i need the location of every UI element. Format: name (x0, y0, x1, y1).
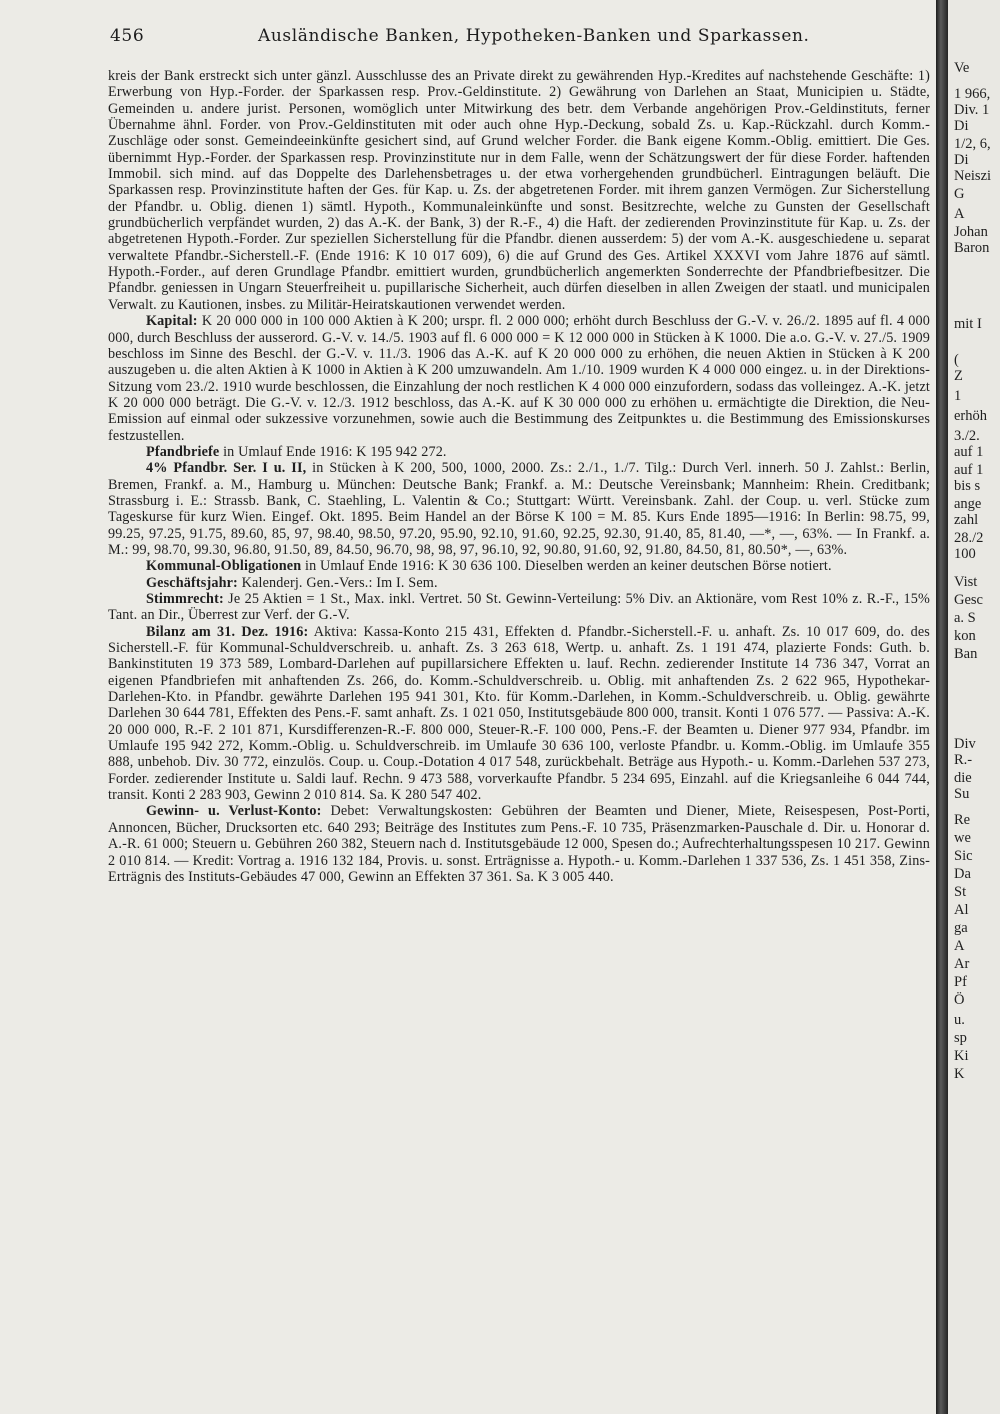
paragraph-label: Pfandbriefe (146, 443, 220, 460)
paragraph-text: in Stücken à K 200, 500, 1000, 2000. Zs.: 2./1., 1./7. Tilg.: Durch Verl. innerh. 50 J. Zahlst.: Berlin, Bremen, Frankf. a. M., Hamburg u. München: Deutsche Bank; Frankf. a. M.: Deutsche Vereinsbank; Mannheim: Rhein. Creditbank; Strassburg i. E.: Strassb. Bank, C. Staehling, L. Valentin & Co.; Stuttgart: Württ. Vereinsbank. Zahl. der Coup. u. verl. Stücke zum Tageskurse für kurz Wien. Eingef. Okt. 1895. Beim Handel an der Börse K 100 = M. 85. Kurs Ende 1895—1916: In Berlin: 98.75, 99, 99.25, 97.25, 91.75, 89.60, 85, 97, 98.40, 98.50, 97.20, 95.90, 92.10, 91.60, 92.25, 92.30, 91.40, 85, 81.40, —*, —, 63%. — In Frankf. a. M.: 99, 98.70, 99.30, 96.80, 91.50, 89, 84.50, 96.70, 98, 98, 97, 96.10, 92, 90.80, 91.60, 92, 91.80, 84.50, 81, 80.50*, —, 63%. (108, 460, 930, 558)
paragraph-geschaeftsjahr (108, 575, 930, 591)
adjacent-page-fragment: Pf (954, 974, 967, 990)
adjacent-page-fragment: Z (954, 368, 963, 384)
paragraph-text: kreis der Bank erstreckt sich unter gänzl. Ausschlusse des an Private direkt zu gewährenden Hyp.-Kredites auf nachstehende Geschäfte: 1) Erwerbung von Hyp.-Forder. der Sparkassen resp. Prov.-Geldinstitute. 2) Gewährung von Darlehen an Staat, Municipien u. Städte, Gemeinden u. andere jurist. Personen, womöglich unter Mitwirkung des betr. dem Verbande angehörigen Prov.-Geldinstituts, ferner Übernahme ähnl. Forder. von Prov.-Geldinstituten mit oder auch ohne Hyp.-Deckung, sobald Zs. u. Kap.-Rückzahl. durch Komm.-Zuschläge oder sonst. Gemeindeeinkünfte gesichert sind, auf Grund welcher Forder. die Bank eigene Komm.-Oblig. emittiert. Die Ges. übernimmt Hyp.-Forder. der Sparkassen resp. Provinzinstitute nur in dem Falle, wenn der Schätzungswert der für diese Forder. haftenden Immobil. sich mind. auf das Doppelte des Darlehensbetrages u. der etwa vorhergehenden grundbücherl. Eintragungen beläuft. Die Sparkassen resp. Provinzinstitute haften der Ges. für Kap. u. Zs. der abgetretenen Forder. mit ihrem ganzen Vermögen. Zur Sicherstellung der Pfandbr. u. Oblig. dienen 1) sämtl. Hypoth., Kommunaleinkünfte und sonst. Besitzrechte, welche zu Gunsten der Gesellschaft grundbücherlich verpfändet wurden, 2) das A.-K. der Bank, 3) der R.-F., 4) die Haft. der zedierenden Provinzinstitute für Kap. u. Zs. der abgetretenen Hypoth.-Forder. Zur speziellen Sicherstellung für die Pfandbr. dienen ausserdem: 5) der vom A.-K. ausgeschiedene u. separat verwaltete Pfandbr.-Sicherstell.-F. (Ende 1916: K 10 017 609), 6) die auf Grund des Ges. Artikel XXXVI vom Jahre 1876 auf sämtl. Hypoth.-Forder., auf deren Grundlage Pfandbr. emittiert wurden, grundbücherlich angemerkten Sonderrechte der Pfandbriefbesitzer. Die Pfandbr. geniessen in Ungarn Steuerfreiheit u. pupillarische Sicherheit, auch dürfen dieselben in allen Zweigen der staatl. und municipalen Verwalt. zu Kautionen, insbes. zu Militär-Heiratskautionen verwendet werden. (108, 68, 930, 313)
adjacent-page-fragment: Div (954, 736, 976, 752)
paragraph-pfandbriefe (108, 444, 930, 460)
adjacent-page-fragment: Vist (954, 574, 978, 590)
page-header (110, 26, 930, 50)
paragraph-stimmrecht (108, 591, 930, 624)
paragraph-text: Je 25 Aktien = 1 St., Max. inkl. Vertret. 50 St. Gewinn-Verteilung: 5% Div. an Aktionäre, vom Rest 10% z. R.-F., 15% Tant. an Dir., Überrest zur Verf. der G.-V. (108, 591, 930, 624)
paragraph-text: Kalenderj. Gen.-Vers.: Im I. Sem. (241, 574, 438, 591)
adjacent-page-fragment: 3./2. (954, 428, 980, 444)
adjacent-page-fragment: R.- (954, 752, 973, 768)
adjacent-page-fragment: Ki (954, 1048, 969, 1064)
paragraph-label: 4% Pfandbr. Ser. I u. II, (146, 460, 307, 477)
adjacent-page-fragment: bis s (954, 478, 981, 494)
adjacent-page-fragment: auf 1 (954, 462, 984, 478)
paragraph-kapital (108, 313, 930, 444)
adjacent-page-fragment: K (954, 1066, 965, 1082)
adjacent-page-fragment: St (954, 884, 967, 900)
paragraph-gewinn-verlust (108, 803, 930, 885)
adjacent-page-fragment: 100 (954, 546, 976, 562)
adjacent-page-fragment: die (954, 770, 972, 786)
adjacent-page-fragment: 1 (954, 388, 962, 404)
adjacent-page-fragment: A (954, 206, 965, 222)
adjacent-page-fragment: Baron (954, 240, 990, 256)
adjacent-page-fragment: Johan (954, 224, 988, 240)
paragraph-text: in Umlauf Ende 1916: K 30 636 100. Dieselben werden an keiner deutschen Börse notiert. (305, 558, 832, 575)
paragraph-bilanz (108, 624, 930, 804)
adjacent-page-fragment: A (954, 938, 965, 954)
adjacent-page-fragment: Div. 1 (954, 102, 990, 118)
book-binding-shadow (936, 0, 948, 1414)
adjacent-page-fragment: Da (954, 866, 971, 882)
adjacent-page-fragment: u. (954, 1012, 965, 1028)
adjacent-page-fragment: erhöh (954, 408, 988, 424)
paragraph-pfandbr-series (108, 460, 930, 558)
adjacent-page-edge (948, 0, 1000, 1414)
paragraph-label: Bilanz am 31. Dez. 1916: (146, 623, 309, 640)
adjacent-page-fragment: Ve (954, 60, 970, 76)
paragraph-text: in Umlauf Ende 1916: K 195 942 272. (223, 443, 447, 460)
adjacent-page-fragment: ange (954, 496, 982, 512)
adjacent-page-fragment: Neiszi (954, 168, 992, 184)
adjacent-page-fragment: Ö (954, 992, 965, 1008)
adjacent-page-fragment: a. S (954, 610, 976, 626)
adjacent-page-fragment: kon (954, 628, 976, 644)
adjacent-page-fragment: Ar (954, 956, 970, 972)
adjacent-page-fragment: Al (954, 902, 969, 918)
adjacent-page-fragment: 1 966, (954, 86, 991, 102)
adjacent-page-fragment: Ban (954, 646, 978, 662)
adjacent-page-fragment: sp (954, 1030, 967, 1046)
paragraph-label: Geschäftsjahr: (146, 574, 238, 591)
paragraph-label: Stimmrecht: (146, 591, 224, 607)
body-text (108, 68, 930, 885)
adjacent-page-fragment: G (954, 186, 965, 202)
adjacent-page-fragment: we (954, 830, 971, 846)
adjacent-page-fragment: 1/2, 6, (954, 136, 991, 152)
paragraph-intro (108, 68, 930, 313)
adjacent-page-fragment: Re (954, 812, 971, 828)
paragraph-text: Debet: Verwaltungskosten: Gebühren der Beamten und Diener, Miete, Reisespesen, Post-Porti, Annoncen, Bücher, Drucksorten etc. 640 293; Beiträge des Institutes zum Pens.-F. 10 735, Präsenzmarken-Pauschale d. Dir. u. Honorar d. A.-R. 61 000; Steuern u. Gebühren 260 382, Steuern nach d. Institutsgebäude 12 000, Spesen do.; Aufrechterhaltungsspesen 10 217. Gewinn 2 010 814. — Kredit: Vortrag a. 1916 132 184, Provis. u. sonst. Erträgnisse a. Hypoth.- u. Komm.-Darlehen 1 337 536, Zs. 1 451 358, Zins-Erträgnis des Instituts-Gebäudes 47 000, Gewinn an Effekten 37 361. Sa. K 3 005 440. (108, 803, 931, 885)
adjacent-page-fragment: 28./2 (954, 530, 984, 546)
paragraph-kommunal-obligationen (108, 558, 930, 574)
page-number: 456 (110, 26, 145, 46)
paragraph-label: Kommunal-Obligationen (146, 558, 302, 575)
adjacent-page-fragment: auf 1 (954, 444, 984, 460)
paragraph-label: Kapital: (146, 313, 198, 330)
adjacent-page-fragment: Su (954, 786, 970, 802)
paragraph-text: K 20 000 000 in 100 000 Aktien à K 200; urspr. fl. 2 000 000; erhöht durch Beschluss der G.-V. v. 26./2. 1895 auf fl. 4 000 000, durch Beschluss der ausserord. G.-V. v. 14./5. 1903 auf fl. 6 000 000 = K 12 000 000 in Stücken à K 1000. Die a.o. G.-V. v. 27./5. 1909 beschloss im Sinne des Beschl. der G.-V. v. 11./3. 1906 das A.-K. auf K 20 000 000 zu erhöhen, die neuen Aktien in Stücken à K 200 auszugeben u. die alten Aktien à K 1000 in Aktien à K 200 umzuwandeln. Am 1./10. 1909 wurden K 4 000 000 eingez. u. in der Direktions-Sitzung vom 23./2. 1910 wurde beschlossen, die Einzahlung der noch restlichen K 4 000 000 einzufordern, sodass das volleingez. A.-K. jetzt K 20 000 000 beträgt. Die G.-V. v. 12./3. 1912 beschloss, das A.-K. auf K 30 000 000 zu erhöhen u. ermächtigte die Direktion, die Neu-Emission auf einmal oder sukzessive vorzunehmen, sowie auch die Bestimmung des Zeitpunktes u. die Bestimmung des Emissionskurses festzustellen. (108, 313, 930, 444)
paragraph-label: Gewinn- u. Verlust-Konto: (146, 803, 322, 820)
adjacent-page-fragment: zahl (954, 512, 979, 528)
adjacent-page-fragment: ga (954, 920, 968, 936)
paragraph-text: Aktiva: Kassa-Konto 215 431, Effekten d. Pfandbr.-Sicherstell.-F. u. anhaft. Zs. 10 017 609, do. des Sicherstell.-F. für Kommunal-Schuldverschreib. u. anhaft. Zs. 3 263 618, Wertp. u. anhaft. Zs. 1 191 474, plazierte Fonds: Guth. b. Bankinstituten 19 373 589, Lombard-Darlehen auf pupillarsichere Effekten u. lauf. Rechn. zedierender Institute 14 736 347, Vorrat an eigenen Pfandbriefen mit anhaftenden Zs. 266, do. Komm.-Schuldverschreib. u. Oblig. mit anhaftenden Zs. 2 622 965, Hypothekar-Darlehen-Kto. in Pfandbr. gewährte Darlehen 195 941 301, Kto. für Komm.-Darlehen, in Komm.-Schuldverschreib. u. Oblig. gewährte Darlehen 30 644 781, Effekten des Pens.-F. samt anhaft. Zs. 1 021 050, Institutsgebäude 800 000, transit. Konti 1 076 577. — Passiva: A.-K. 20 000 000, R.-F. 2 101 871, Kursdifferenzen-R.-F. 800 000, Steuer-R.-F. 100 000, Pens.-F. der Beamten u. Diener 977 934, Pfandbr. im Umlaufe 195 942 272, Komm.-Oblig. u. Schuldverschreib. im Umlaufe 30 636 100, verloste Pfandbr. u. Komm.-Oblig. im Umlaufe 355 888, unbehob. Div. 30 772, einzulös. Coup. u. Coup.-Dotation 4 017 548, zurückbehalt. Beträge aus Hypoth.- u. Komm.-Darlehen 537 273, Forder. zedierender Institute u. Saldi lauf. Rechn. 9 473 588, vorverkaufte Pfandbr. 5 234 695, Einzahl. auf die Kriegsanleihe 6 044 744, transit. Konti 2 283 903, Gewinn 2 010 814. Sa. K 280 547 402. (108, 623, 930, 804)
adjacent-page-fragment: Di (954, 118, 969, 134)
adjacent-page-fragment: mit I (954, 316, 982, 332)
adjacent-page-fragment: Gesc (954, 592, 983, 608)
adjacent-page-fragment: ( (954, 352, 959, 368)
adjacent-page-fragment: Sic (954, 848, 973, 864)
running-head: Ausländische Banken, Hypotheken-Banken und Sparkassen. (258, 26, 810, 46)
adjacent-page-fragment: Di (954, 152, 969, 168)
